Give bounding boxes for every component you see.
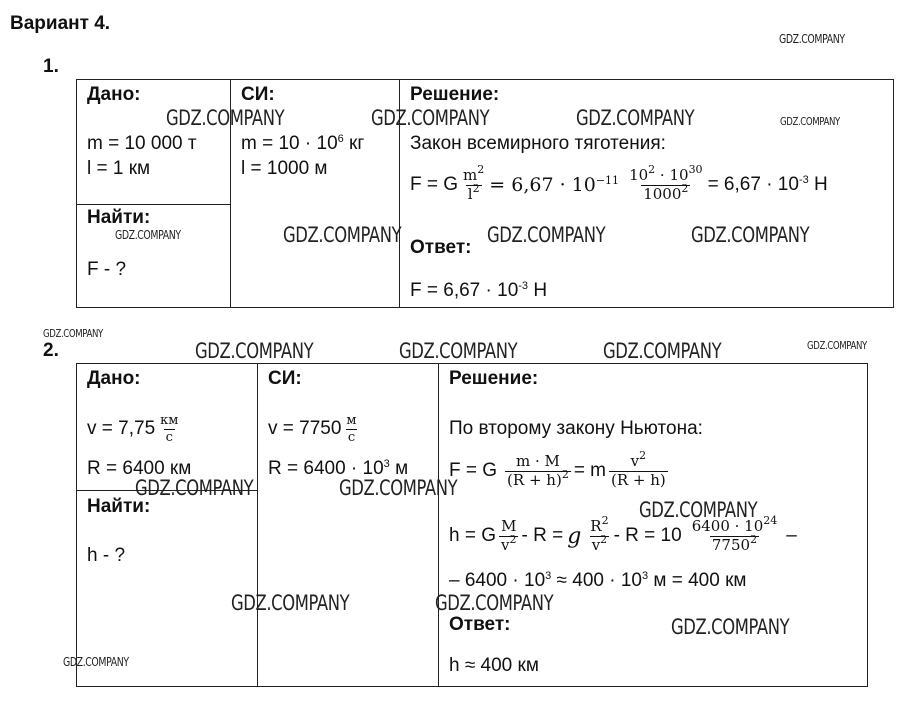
p2-equation-2: h = G $\frac{M}{v^2}$ - R = g $\frac{R^2}{v^2}$ - R = 10 $\frac{6400 \cdot 10^{24}}{7750^2}$ – [449, 514, 797, 554]
p2-answer-value: h ≈ 400 км [449, 655, 539, 676]
p1-formula: F = G $\frac{m^2}{l^2}$ = $6,67 \cdot 10^{-11}$ $\frac{10^2 \cdot 10^{30}}{1000^2}$ = $6,67 \cdot 10^{-3}$ Н [410, 163, 828, 203]
p2-equation-3: – $6400 \cdot 10^3 \approx 400 \cdot 10^3$ м = 400 км [449, 570, 747, 591]
p2-fraction-values: $\frac{6400 \cdot 10^{24}}{7750^2}$ [691, 514, 778, 554]
p2-si-label: СИ: [268, 368, 302, 389]
p1-law-text: Закон всемирного тяготения: [410, 133, 666, 154]
watermark: GDZ.COMPANY [780, 115, 840, 128]
page-title: Вариант 4. [10, 13, 111, 34]
p1-answer-label: Ответ: [410, 237, 472, 258]
watermark: GDZ.COMPANY [691, 223, 810, 247]
p2-solution-label: Решение: [449, 368, 539, 389]
watermark: GDZ.COMPANY [779, 32, 845, 46]
p1-dano-label: Дано: [87, 84, 141, 105]
p2-given-v: v = 7,75 $\frac{км}{с}$ [87, 413, 179, 445]
watermark: GDZ.COMPANY [603, 339, 722, 363]
watermark: GDZ.COMPANY [166, 106, 285, 130]
p1-given-m: m = 10 000 т [87, 133, 197, 154]
p1-find-value: F - ? [87, 259, 127, 280]
watermark: GDZ.COMPANY [435, 591, 554, 615]
p2-find-value: h - ? [87, 545, 126, 566]
watermark: GDZ.COMPANY [487, 223, 606, 247]
p1-given-l: l = 1 км [87, 158, 151, 179]
watermark: GDZ.COMPANY [576, 106, 695, 130]
watermark: GDZ.COMPANY [115, 228, 181, 242]
watermark: GDZ.COMPANY [63, 655, 129, 669]
problem-2-number: 2. [43, 340, 59, 361]
p2-dano-label: Дано: [87, 368, 141, 389]
p2-fraction-R2-v2: $\frac{R^2}{v^2}$ [590, 514, 609, 554]
watermark: GDZ.COMPANY [671, 615, 790, 639]
p1-fraction-values: $\frac{10^2 \cdot 10^{30}}{1000^2}$ [629, 163, 703, 203]
watermark: GDZ.COMPANY [195, 339, 314, 363]
watermark: GDZ.COMPANY [231, 591, 350, 615]
watermark: GDZ.COMPANY [399, 339, 518, 363]
p1-si-label: СИ: [241, 84, 275, 105]
p2-equation-1: F = G $\frac{m \cdot M}{(R + h)^2}$ = m $\frac{v^2}{(R + h)}$ [449, 449, 666, 489]
p1-si-m: $m = 10 \cdot 10^6$ кг [241, 133, 365, 154]
p1-fraction-m2-l2: $\frac{m^2}{l^2}$ [463, 163, 485, 203]
p1-solution-label: Решение: [410, 84, 500, 105]
p1-divider-find [76, 204, 231, 205]
p2-law-text: По второму закону Ньютона: [449, 418, 703, 439]
p2-si-r: $R = 6400 \cdot 10^3$ м [268, 458, 409, 479]
p2-divider-1 [257, 363, 258, 687]
p1-find-label: Найти: [87, 207, 151, 228]
watermark: GDZ.COMPANY [135, 476, 254, 500]
p2-divider-2 [438, 363, 439, 687]
p2-answer-label: Ответ: [449, 614, 511, 635]
p2-given-r: R = 6400 км [87, 458, 192, 479]
watermark: GDZ.COMPANY [639, 498, 758, 522]
watermark: GDZ.COMPANY [339, 476, 458, 500]
watermark: GDZ.COMPANY [807, 339, 867, 352]
p2-fraction-M-v2: $\frac{M}{v^2}$ [501, 517, 517, 554]
p2-si-v: v = 7750 $\frac{м}{с}$ [268, 413, 357, 445]
problem-1-number: 1. [43, 56, 59, 77]
p2-fraction-v2: $\frac{v^2}{(R + h)}$ [611, 449, 666, 489]
watermark: GDZ.COMPANY [371, 106, 490, 130]
watermark: GDZ.COMPANY [43, 327, 103, 340]
watermark: GDZ.COMPANY [283, 223, 402, 247]
p1-si-l: l = 1000 м [241, 158, 328, 179]
p1-answer-value: $F = 6,67 \cdot 10^{-3}$ Н [410, 280, 548, 301]
p2-find-label: Найти: [87, 496, 151, 517]
p2-fraction-mM: $\frac{m \cdot M}{(R + h)^2}$ [507, 452, 569, 489]
